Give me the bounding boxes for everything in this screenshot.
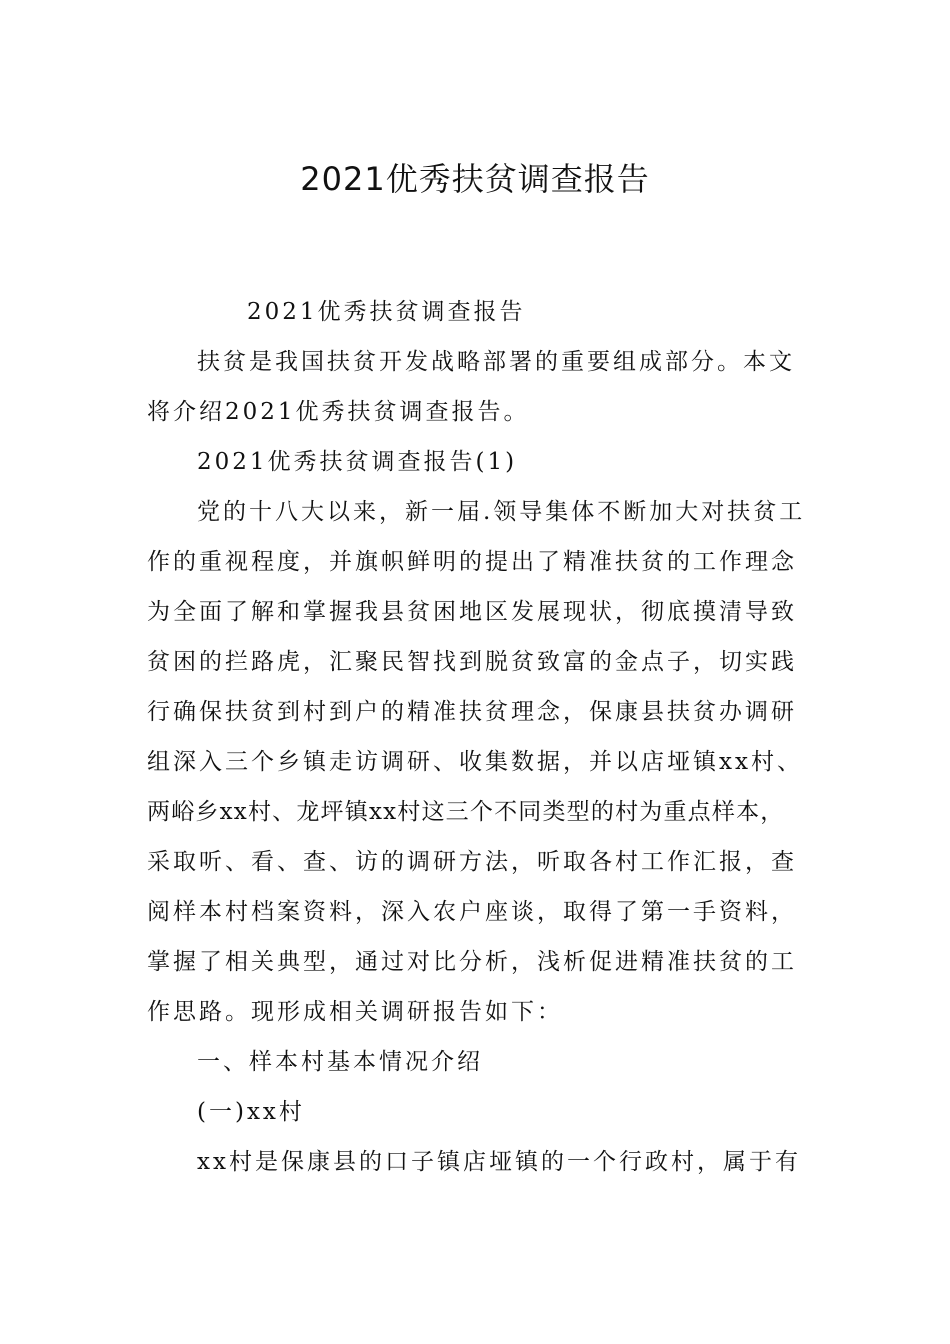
paragraph-line: 掌握了相关典型，通过对比分析，浅析促进精准扶贫的工 xyxy=(147,949,797,975)
subsection-heading: (一)xx村 xyxy=(197,1099,305,1125)
paragraph-line: 为全面了解和掌握我县贫困地区发展现状，彻底摸清导致 xyxy=(147,599,797,625)
paragraph-line: 贫困的拦路虎，汇聚民智找到脱贫致富的金点子，切实践 xyxy=(147,649,797,675)
paragraph-line: 行确保扶贫到村到户的精准扶贫理念，保康县扶贫办调研 xyxy=(147,699,797,725)
paragraph-line: 作思路。现形成相关调研报告如下： xyxy=(147,999,563,1025)
paragraph-line: 采取听、看、查、访的调研方法，听取各村工作汇报，查 xyxy=(147,849,797,875)
section-heading: 2021优秀扶贫调查报告(1) xyxy=(197,449,518,475)
document-title: 2021优秀扶贫调查报告 xyxy=(300,160,650,198)
paragraph-line: 组深入三个乡镇走访调研、收集数据，并以店垭镇xx村、 xyxy=(147,749,803,775)
section-heading: 一、样本村基本情况介绍 xyxy=(197,1049,483,1075)
document-body xyxy=(147,287,827,1187)
paragraph-line: 将介绍2021优秀扶贫调查报告。 xyxy=(147,399,530,425)
paragraph-line: 作的重视程度，并旗帜鲜明的提出了精准扶贫的工作理念 xyxy=(147,549,797,575)
paragraph-line: 扶贫是我国扶贫开发战略部署的重要组成部分。本文 xyxy=(197,349,795,375)
paragraph-line: 两峪乡xx村、龙坪镇xx村这三个不同类型的村为重点样本， xyxy=(147,799,785,825)
paragraph-line: 党的十八大以来，新一届.领导集体不断加大对扶贫工 xyxy=(197,499,806,525)
paragraph-line: 阅样本村档案资料，深入农户座谈，取得了第一手资料， xyxy=(147,899,797,925)
paragraph-line: xx村是保康县的口子镇店垭镇的一个行政村，属于有 xyxy=(197,1149,801,1175)
subtitle-line: 2021优秀扶贫调查报告 xyxy=(247,299,526,325)
